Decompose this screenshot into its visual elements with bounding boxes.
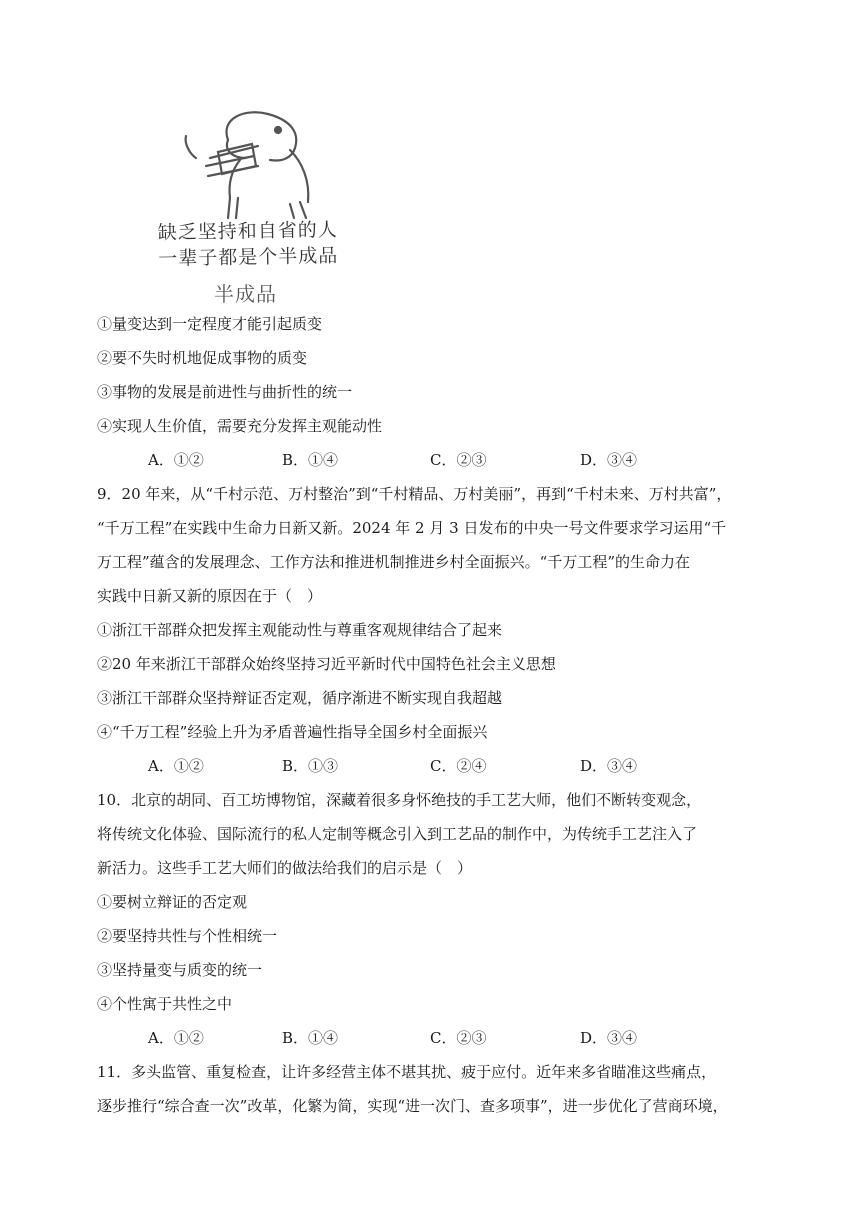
q11-stem-line-2: 逐步推行“综合查一次”改革，化繁为简，实现“进一次门、查多项事”，进一步优化了营商环境， — [97, 1097, 728, 1115]
q9-option-c[interactable]: C．②④ — [430, 757, 487, 775]
q10-item-1: ①要树立辩证的否定观 — [97, 893, 248, 911]
q10-item-2: ②要坚持共性与个性相统一 — [97, 927, 278, 945]
q8-item-3: ③事物的发展是前进性与曲折性的统一 — [97, 383, 353, 401]
q10-stem-line-1: 10．北京的胡同、百工坊博物馆，深藏着很多身怀绝技的手工艺大师，他们不断转变观念， — [97, 791, 702, 809]
q10-option-d[interactable]: D．③④ — [580, 1029, 638, 1047]
q9-item-4: ④“千万工程”经验上升为矛盾普遍性指导全国乡村全面振兴 — [97, 723, 488, 741]
q8-option-a[interactable]: A．①② — [148, 451, 204, 469]
q9-item-1: ①浙江干部群众把发挥主观能动性与尊重客观规律结合了起来 — [97, 621, 503, 639]
q10-item-3: ③坚持量变与质变的统一 — [97, 961, 263, 979]
q9-stem-line-1: 9．20 年来，从“千村示范、万村整治”到“千村精品、万村美丽”，再到“千村未来、万村共富”， — [97, 485, 732, 503]
q10-stem-line-2: 将传统文化体验、国际流行的私人定制等概念引入到工艺品的制作中，为传统手工艺注入了 — [97, 825, 698, 843]
q10-option-a[interactable]: A．①② — [148, 1029, 204, 1047]
q10-stem-line-3: 新活力。这些手工艺大师们的做法给我们的启示是（ ） — [97, 859, 473, 877]
handwriting-line-2: 一辈子都是个半成品 — [158, 244, 339, 271]
cartoon-caption: 半成品 — [214, 282, 277, 306]
q9-item-3: ③浙江干部群众坚持辩证否定观，循序渐进不断实现自我超越 — [97, 689, 503, 707]
q9-stem-line-3: 万工程”蕴含的发展理念、工作方法和推进机制推进乡村全面振兴。“千万工程”的生命力在 — [97, 553, 691, 571]
q8-option-b[interactable]: B．①④ — [282, 451, 339, 469]
q9-stem-line-2: “千万工程”在实践中生命力日新又新。2024 年 2 月 3 日发布的中央一号文件要求学习运用“千 — [97, 519, 727, 537]
q10-option-b[interactable]: B．①④ — [282, 1029, 339, 1047]
q8-item-2: ②要不失时机地促成事物的质变 — [97, 349, 308, 367]
q8-item-4: ④实现人生价值，需要充分发挥主观能动性 — [97, 417, 383, 435]
cartoon-handwriting — [158, 216, 389, 272]
q9-item-2: ②20 年来浙江干部群众始终坚持习近平新时代中国特色社会主义思想 — [97, 655, 556, 673]
q10-item-4: ④个性寓于共性之中 — [97, 995, 233, 1013]
q9-option-b[interactable]: B．①③ — [282, 757, 339, 775]
q8-option-d[interactable]: D．③④ — [580, 451, 638, 469]
q9-option-a[interactable]: A．①② — [148, 757, 204, 775]
q8-item-1: ①量变达到一定程度才能引起质变 — [97, 315, 323, 333]
q11-stem-line-1: 11．多头监管、重复检查，让许多经营主体不堪其扰、疲于应付。近年来多省瞄准这些痛点， — [97, 1063, 717, 1081]
handwriting-line-1: 缺乏坚持和自省的人 — [157, 218, 338, 245]
q8-option-c[interactable]: C．②③ — [430, 451, 487, 469]
q10-option-c[interactable]: C．②③ — [430, 1029, 487, 1047]
q9-stem-line-4: 实践中日新又新的原因在于（ ） — [97, 587, 323, 605]
q9-option-d[interactable]: D．③④ — [580, 757, 638, 775]
